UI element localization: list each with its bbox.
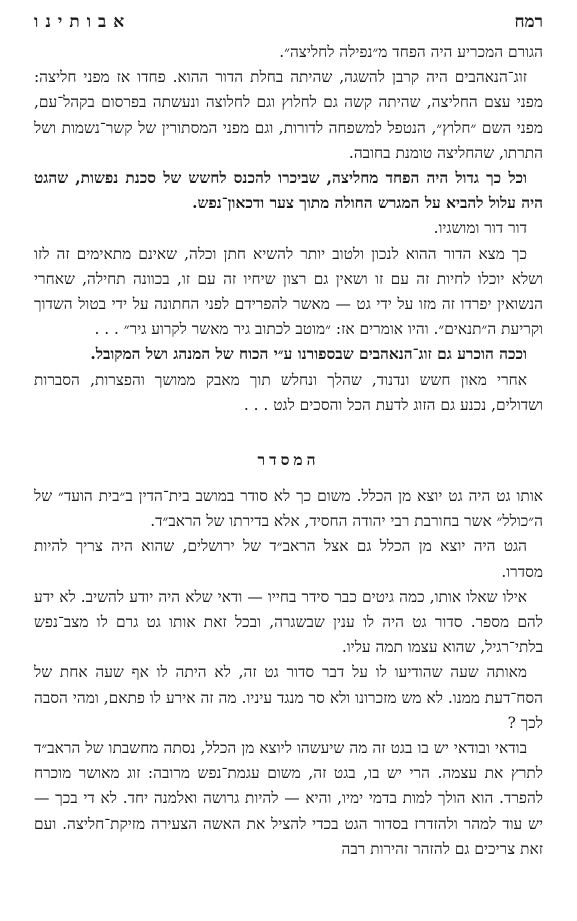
paragraph: וכל כך גדול היה הפחד מחליצה, שביכרו להכנס לחשש של סכנת נפשות, שהגט היה עלול להביא על המגרש החולה מתוך צער ודכאון־נפש. [34, 169, 543, 213]
paragraph: אילו שאלו אותו, כמה גיטים כבר סידר בחייו — ודאי שלא היה יודע להשיב. לא ידע להם מספר. סדור גט היה לו ענין שבשגרה, ובכל זאת אותו גט גרם לו מצב־נפש בלתי־רגיל, שהוא עצמו תמה עליו. [34, 587, 543, 657]
paragraph: זוג־הנאהבים היה קרבן להשגה, שהיתה בחלת הדור ההוא. פחדו אז מפני חליצה: מפני עצם החליצה, שהיתה קשה גם לחלוץ וגם לחלוצה ונעשתה בפרסום בקהל־עם, מפני השם ״חלוץ״, הנטפל למשפחה לדורות, וגם מפני המסתורין של קשר־נשמות ושל התרתו, שהחליצה טומנת בחובה. [34, 68, 543, 162]
paragraph: אותו גט היה גט יוצא מן הכלל. משום כך לא סודר במושב בית־הדין ב״בית הועד״ של ה״כולל״ אשר בחורבת רבי יהודה החסיד, אלא בדירתו של הראב״ד. [34, 487, 543, 531]
page-number: רמח [514, 12, 543, 32]
text-block-top [34, 40, 543, 418]
paragraph: הגורם המכריע היה הפחד מ״נפילה לחליצה״. [279, 43, 543, 61]
paragraph: בודאי ובודאי יש בו בגט זה מה שיעשהו ליוצא מן הכלל, נסתה מחשבתו של הראב״ד לתרץ את עצמה. הרי יש בו, בגט זה, משום עגמת־נפש מרובה: זוג מאושר מוכרח להפרד. הוא הולך למות בדמי ימיו, והיא — להיות גרושה ואלמנה יחד. לא די בכך — יש עוד למהר ולהזדרז בסדור הגט בכדי להציל את האשה הצעירה מזיקת־חליצה. ועם זאת צריכים גם להזהר זהירות רבה [34, 739, 543, 858]
paragraph: אחרי מאון חשש ונדנוד, שהלך ונחלש תוך מאבק ממושך והפצרות, הסברות ושדולים, נכנע גם הזוג לדעת הכל והסכים לגט . . . [34, 370, 543, 414]
paragraph: וככה הוכרע גם זוג־הנאהבים שבספורנו ע״י הכוח של המנהג ושל המקובל. [90, 345, 527, 364]
text-block-bottom [34, 484, 543, 862]
paragraph: דור דור ומושגיו. [433, 219, 527, 238]
paragraph: מאותה שעה שהודיעו לו על דבר סדור גט זה, לא היתה לו אף שעה אחת של הסח־דעת ממנו. לא מש מזכרונו ולא סר מנגד עיניו. מה זה אירע לו פתאם, ומהי הסבה לכך ? [34, 663, 543, 732]
paragraph: הגט היה יוצא מן הכלל גם אצל הראב״ד של ירושלים, שהוא היה צריך להיות מסדרו. [34, 537, 543, 581]
section-heading: המסדר [257, 450, 320, 469]
running-header [34, 10, 543, 34]
running-title: אבותינו [34, 12, 132, 32]
paragraph: כך מצא הדור ההוא לנכון ולטוב יותר להשיא חתן וכלה, שאינם מתאימים זה לזו ושלא יוכלו לחיות זה עם זו ושאין גם רצון שיחיו זה עם זו, בכוונה תחילה, שאחרי הנשואין יפרדו זה מזו על ידי גט — מאשר להפרידם לפני החתונה על ידי בטול השדוך וקריעת ה״תנאים״. והיו אומרים אז: ״מוטב לכתוב גיר מאשר לקרוע גיר״ . . . [34, 244, 543, 339]
